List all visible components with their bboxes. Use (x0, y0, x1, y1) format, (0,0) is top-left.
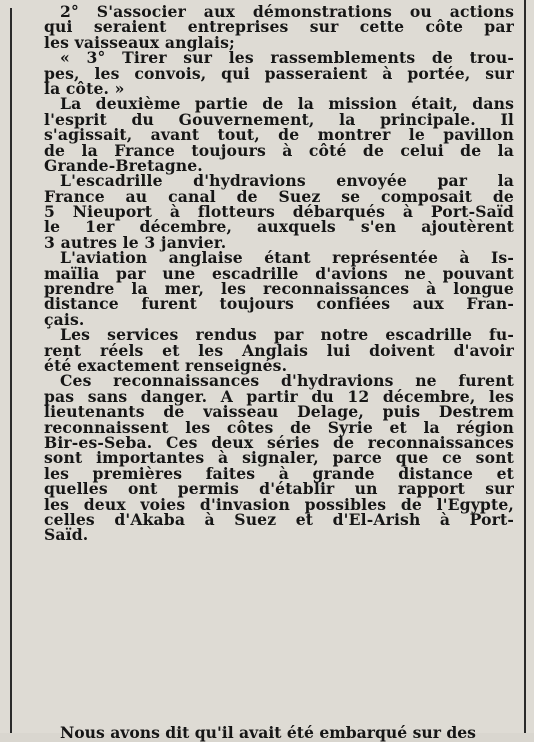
text-line: s'agissait, avant tout, de montrer le pavillon (44, 125, 514, 145)
text-line: L'aviation anglaise étant représentée à Is- (60, 248, 514, 268)
text-line: Saïd. (44, 525, 89, 545)
text-line: çais. (44, 309, 85, 329)
text-line: de la France toujours à côté de celui de la (44, 140, 514, 160)
cropped-line (44, 723, 514, 742)
paragraph (44, 250, 514, 327)
text-line: distance furent toujours confiées aux Fran- (44, 294, 514, 314)
text-line: les premières faites à grande distance et (44, 463, 514, 483)
text-line: les deux voies d'invasion possibles de l'Egypte, (44, 494, 514, 514)
paragraph (44, 50, 514, 96)
text-line: 2° S'associer aux démonstrations ou actions (60, 2, 514, 21)
text-line: pas sans danger. A partir du 12 décembre, les (44, 386, 514, 406)
paragraph (44, 173, 514, 250)
text-line: 5 Nieuport à flotteurs débarqués à Port-Saïd (44, 202, 514, 222)
text-line: Les services rendus par notre escadrille fu- (60, 325, 514, 345)
text-line: La deuxième partie de la mission était, dans (60, 94, 514, 114)
text-line: France au canal de Suez se composait de (44, 186, 514, 206)
text-line: L'escadrille d'hydravions envoyée par la (60, 171, 514, 191)
text-line: été exactement renseignés. (44, 355, 288, 375)
text-line: « 3° Tirer sur les rassemblements de trou- (60, 48, 514, 68)
text-line: prendre la mer, les reconnaissances à longue (44, 279, 514, 299)
paragraph (44, 327, 514, 373)
text-line: quelles ont permis d'établir un rapport sur (44, 479, 514, 499)
text-line: maïlia par une escadrille d'avions ne pouvant (44, 263, 514, 283)
text-line: les vaisseaux anglais; (44, 32, 235, 52)
text-line: la côte. » (44, 78, 125, 98)
text-line: Grande-Bretagne. (44, 155, 203, 175)
text-line: qui seraient entreprises sur cette côte par (44, 17, 514, 37)
text-line: 3 autres le 3 janvier. (44, 232, 227, 252)
article-column (44, 4, 514, 543)
text-line-cropped: Nous avons dit qu'il avait été embarqué sur des (60, 723, 476, 742)
text-line: sont importantes à signaler, parce que ce sont (44, 448, 514, 468)
text-line: le 1er décembre, auxquels s'en ajoutèrent (44, 217, 514, 237)
text-line: Ces reconnaissances d'hydravions ne furent (60, 371, 514, 391)
text-line: pes, les convois, qui passeraient à portée, sur (44, 63, 514, 83)
text-line: reconnaissent les côtes de Syrie et la région (44, 417, 514, 437)
column-rule-right (524, 0, 526, 733)
column-rule-left (10, 8, 12, 733)
text-line: rent réels et les Anglais lui doivent d'avoir (44, 340, 514, 360)
text-line: l'esprit du Gouvernement, la principale. Il (44, 109, 514, 129)
text-line: celles d'Akaba à Suez et d'El-Arish à Port- (44, 509, 514, 529)
paragraph (44, 4, 514, 50)
text-line: Bir-es-Seba. Ces deux séries de reconnaissances (44, 432, 514, 452)
paragraph (44, 96, 514, 173)
paragraph (44, 371, 514, 545)
text-line: lieutenants de vaisseau Delage, puis Destrem (44, 402, 514, 422)
